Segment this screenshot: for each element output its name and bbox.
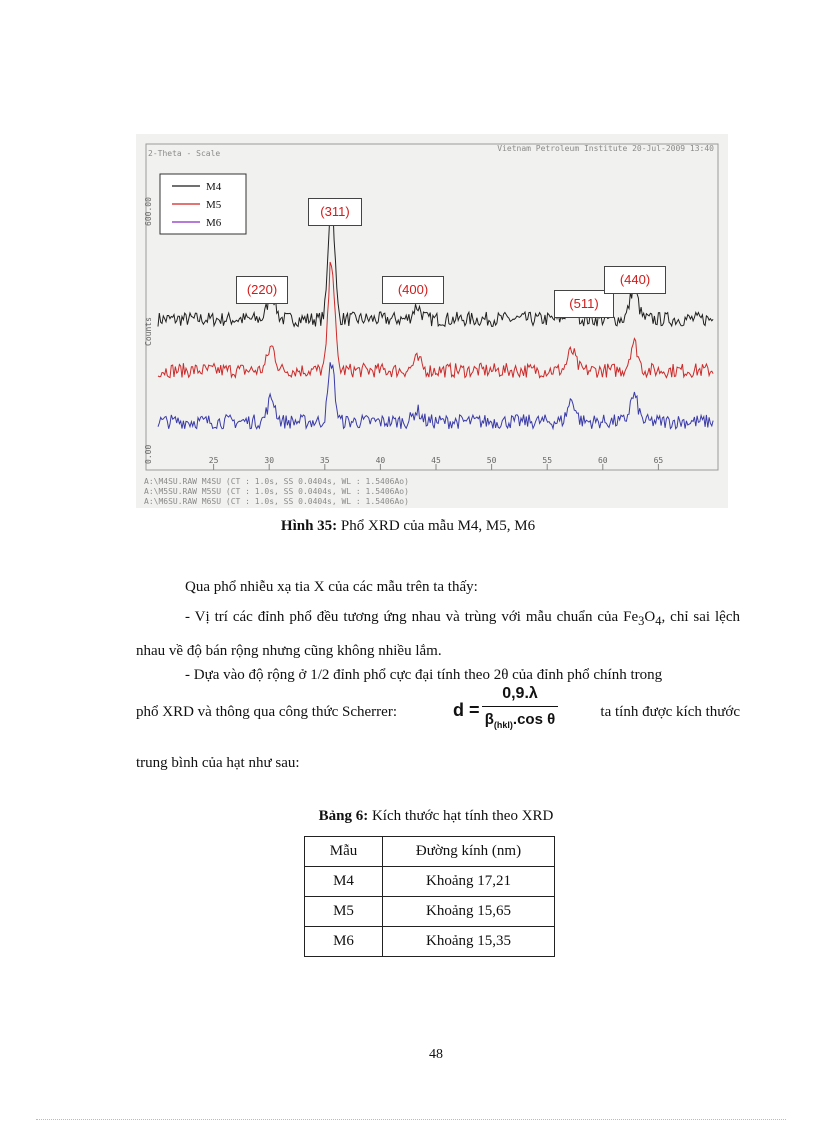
table-cell-sample: M6 [305,927,383,957]
x-tick-label: 45 [431,456,441,465]
x-tick-label: 55 [542,456,553,465]
table-row [305,927,555,957]
x-tick-layer [209,456,664,470]
formula-hkl: (hkl) [493,720,513,730]
table-title [0,808,816,825]
y-axis-label: Counts [144,317,153,346]
formula-numerator: 0,9.λ [482,682,558,707]
formula-fraction [482,682,558,738]
formula-lhs: d = [453,700,480,720]
page-number: 48 [429,1047,443,1062]
footer-line-2: A:\M5SU.RAW M5SU (CT : 1.0s, SS 0.0404s, WL : 1.5406Ao) [144,487,409,496]
paragraph-2-start: - Vị trí các đỉnh phổ đều tương ứng nhau và trùng với mẫu chuẩn của Fe [185,609,639,625]
table-cell-sample: M5 [305,897,383,927]
table-cell-diameter: Khoảng 17,21 [383,867,555,897]
peak-label-220: (220) [236,276,288,304]
table-cell-diameter: Khoảng 15,35 [383,927,555,957]
peak-label-511: (511) [554,290,614,318]
paragraph-4: trung bình của hạt như sau: [136,755,300,771]
x-tick-label: 25 [208,456,219,465]
o-subscript: 4 [655,614,662,628]
table-row [305,867,555,897]
x-tick-label: 50 [486,456,497,465]
formula-beta: β [484,711,494,728]
formula-outro: ta tính được kích thước [600,704,740,720]
formula-cos: .cos θ [512,711,556,728]
legend-label-m6: M6 [206,217,222,229]
page-bottom-rule [36,1119,786,1120]
figure-caption-text: Phổ XRD của mẫu M4, M5, M6 [337,518,536,534]
figure-caption [0,518,816,535]
xrd-figure [136,134,728,508]
figure-header-right: Vietnam Petroleum Institute 20-Jul-2009 13:40 [497,144,714,153]
table-title-text: Kích thước hạt tính theo XRD [368,808,554,824]
figure-caption-label: Hình 35: [280,518,338,534]
y-tick-top: 600.00 [144,197,153,226]
footer-line-1: A:\M4SU.RAW M4SU (CT : 1.0s, SS 0.0404s, WL : 1.5406Ao) [144,477,409,486]
table-title-label: Bảng 6: [318,808,369,824]
table-header-sample: Mẫu [305,837,383,867]
table-cell-sample: M4 [305,867,383,897]
table-header-row [305,837,555,867]
fe-subscript: 3 [638,614,645,628]
table-header-diameter: Đường kính (nm) [383,837,555,867]
peak-label-311: (311) [308,198,362,226]
footer-line-3: A:\M6SU.RAW M6SU (CT : 1.0s, SS 0.0404s, WL : 1.5406Ao) [144,497,409,506]
legend-label-m5: M5 [206,199,222,211]
y-tick-bottom: 0.00 [144,444,153,464]
peak-label-440: (440) [604,266,666,294]
paragraph-3: - Dựa vào độ rộng ở 1/2 đỉnh phổ cực đại tính theo 2θ của đỉnh phổ chính trong [185,667,663,683]
paragraph-1: Qua phổ nhiễu xạ tia X của các mẫu trên ta thấy: [185,579,478,595]
x-tick-label: 30 [264,456,275,465]
figure-header-left: 2-Theta - Scale [148,149,221,158]
formula-denominator [482,707,558,738]
x-tick-label: 65 [653,456,664,465]
paragraph-2-o: O [644,609,656,625]
x-tick-label: 60 [597,456,608,465]
paragraph-2-end: , chỉ sai lệch nhau về độ bán rộng nhưng cũng không nhiều lắm. [136,609,740,659]
formula-line [136,678,740,742]
formula-intro: phổ XRD và thông qua công thức Scherrer: [136,704,397,720]
table-cell-diameter: Khoảng 15,65 [383,897,555,927]
legend-label-m4: M4 [206,181,222,193]
paragraph-2 [136,602,740,666]
xrd-chart [136,134,728,508]
peak-label-400: (400) [382,276,444,304]
table-row [305,897,555,927]
x-tick-label: 35 [319,456,330,465]
particle-size-table [304,836,555,957]
legend [160,174,246,234]
x-tick-label: 40 [375,456,386,465]
